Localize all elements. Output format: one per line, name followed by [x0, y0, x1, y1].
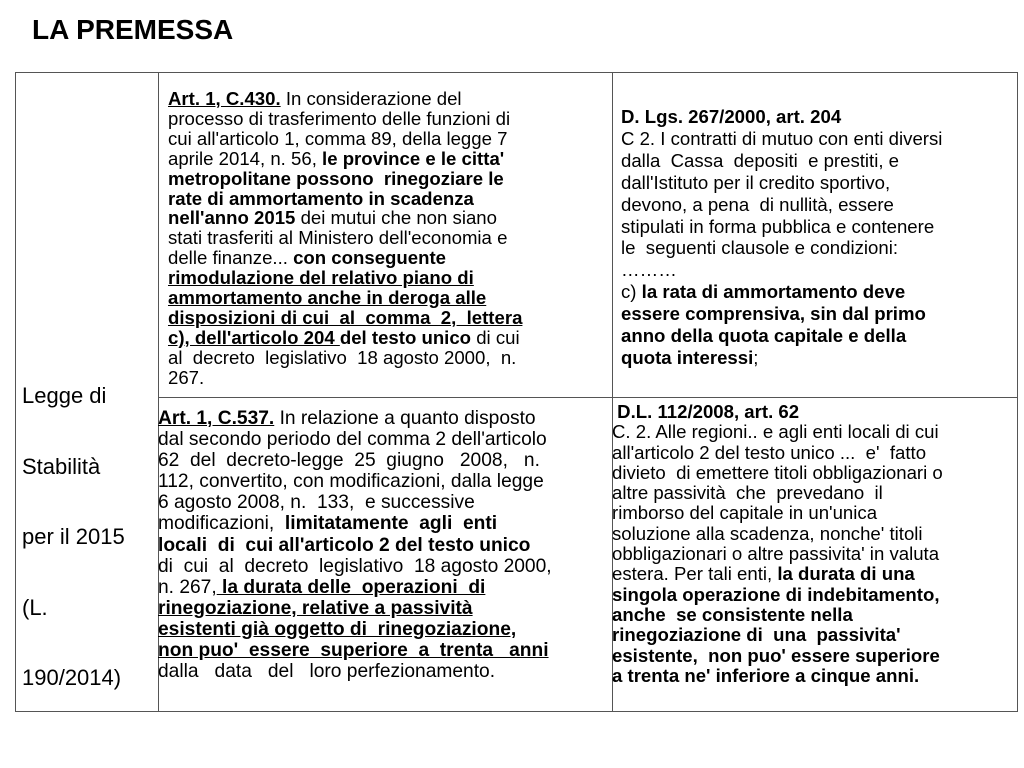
- text-segment: al decreto legislativo 18 agosto 2000, n.: [168, 346, 517, 368]
- text-segment: le province e le citta': [322, 147, 505, 169]
- text-segment: c), dell'articolo 204: [168, 326, 340, 348]
- text-segment: processo di trasferimento delle funzioni di: [168, 107, 511, 129]
- text-segment: singola operazione di indebitamento,: [612, 583, 940, 605]
- text-segment: obbligazionari o altre passivita' in valuta: [612, 543, 940, 565]
- text-segment: 267.: [168, 366, 205, 388]
- text-segment: dei mutui che non siano: [295, 207, 497, 229]
- text-segment: estera. Per tali enti,: [612, 563, 778, 585]
- row-label-line: Stabilità: [22, 453, 101, 479]
- text-line: [612, 564, 943, 584]
- text-line: [621, 216, 942, 238]
- row-label-line: per il 2015: [22, 524, 125, 549]
- text-segment: 112, convertito, con modificazioni, dalla legge: [158, 471, 544, 493]
- text-line: [168, 228, 522, 248]
- text-segment: la durata delle operazioni di: [216, 576, 486, 598]
- text-line: [621, 172, 942, 194]
- row-label-line: Legge di: [22, 383, 107, 408]
- text-segment: C 2. I contratti di mutuo con enti diversi: [621, 127, 943, 149]
- text-line: [158, 408, 552, 429]
- text-segment: ………: [621, 259, 677, 281]
- text-line: [612, 463, 943, 483]
- text-segment: a trenta ne' inferiore a cinque anni.: [612, 664, 920, 686]
- text-segment: Art. 1, C.537.: [158, 408, 275, 429]
- text-line: [168, 169, 522, 189]
- text-segment: rinegoziazione, relative a passività: [158, 597, 473, 619]
- text-line: [168, 348, 522, 368]
- text-segment: del testo unico: [339, 326, 472, 348]
- text-segment: cui all'articolo 1, comma 89, della legge 7: [168, 127, 508, 149]
- text-segment: metropolitane possono rinegoziare le: [168, 167, 504, 189]
- text-segment: anno della quota capitale e della: [621, 325, 907, 347]
- text-segment: D.L. 112/2008, art. 62: [612, 401, 800, 422]
- text-segment: la rata di ammortamento deve: [641, 281, 906, 303]
- text-line: [612, 585, 943, 605]
- row-label-line: 190/2014): [22, 665, 122, 690]
- text-segment: di cui al decreto legislativo 18 agosto 2000,: [158, 555, 552, 577]
- text-line: [621, 106, 942, 128]
- text-segment: 6 agosto 2008, n. 133, e successive: [158, 492, 475, 514]
- text-segment: all'articolo 2 del testo unico ... e' fatto: [612, 441, 927, 463]
- text-segment: dalla data del loro perfezionamento.: [158, 661, 496, 683]
- text-line: [621, 150, 942, 172]
- text-line: [168, 129, 522, 149]
- text-segment: dall'Istituto per il credito sportivo,: [621, 171, 891, 193]
- text-segment: altre passività che prevedano il: [612, 482, 883, 504]
- text-line: [168, 109, 522, 129]
- text-line: [612, 605, 943, 625]
- text-segment: delle finanze...: [168, 247, 294, 269]
- text-segment: rimodulazione del relativo piano di: [168, 267, 474, 289]
- text-segment: di cui: [471, 326, 520, 348]
- text-line: [612, 503, 943, 523]
- text-segment: rate di ammortamento in scadenza: [168, 187, 474, 209]
- text-line: [158, 450, 552, 471]
- text-segment: disposizioni di cui al comma 2, lettera: [168, 306, 523, 328]
- text-segment: nell'anno 2015: [168, 207, 296, 229]
- text-line: [168, 288, 522, 308]
- text-segment: ;: [753, 346, 759, 368]
- text-line: [158, 640, 552, 661]
- text-line: [168, 328, 522, 348]
- text-segment: ammortamento anche in deroga alle: [168, 287, 487, 309]
- text-segment: n. 267,: [158, 576, 217, 598]
- text-line: [158, 535, 552, 556]
- text-line: [158, 471, 552, 492]
- text-segment: la durata di una: [777, 563, 915, 585]
- text-line: [158, 556, 552, 577]
- text-segment: non puo' essere superiore a trenta anni: [158, 640, 549, 662]
- text-segment: modificazioni,: [158, 513, 285, 535]
- text-line: [168, 89, 522, 109]
- text-line: [168, 308, 522, 328]
- text-segment: quota interessi: [621, 346, 754, 368]
- text-line: [158, 513, 552, 534]
- text-line: [158, 429, 552, 450]
- text-line: [168, 368, 522, 388]
- text-segment: esistente, non puo' essere superiore: [612, 644, 940, 666]
- text-segment: 62 del decreto-legge 25 giugno 2008, n.: [158, 450, 540, 472]
- text-segment: le seguenti clausole e condizioni:: [621, 237, 899, 259]
- art-537-text: [158, 408, 552, 682]
- text-line: [168, 248, 522, 268]
- text-line: [168, 208, 522, 228]
- text-line: [621, 128, 942, 150]
- text-segment: stati trasferiti al Ministero dell'economia e: [168, 227, 508, 249]
- text-segment: locali di cui all'articolo 2 del testo unico: [158, 534, 531, 556]
- text-line: [621, 347, 942, 369]
- text-line: [158, 619, 552, 640]
- text-line: [612, 646, 943, 666]
- text-line: [168, 189, 522, 209]
- text-line: [612, 625, 943, 645]
- text-line: [612, 544, 943, 564]
- dl-112-art-62-text: [612, 402, 943, 686]
- text-segment: devono, a pena di nullità, essere: [621, 193, 894, 215]
- text-segment: C. 2. Alle regioni.. e agli enti locali di cui: [612, 421, 939, 443]
- text-line: [621, 303, 942, 325]
- text-line: [612, 402, 943, 422]
- text-line: [168, 268, 522, 288]
- text-line: [158, 492, 552, 513]
- art-430-text: [168, 89, 522, 388]
- text-segment: essere comprensiva, sin dal primo: [621, 303, 926, 325]
- text-segment: divieto di emettere titoli obbligazionari o: [612, 461, 943, 483]
- text-segment: dalla Cassa depositi e prestiti, e: [621, 149, 900, 171]
- slide-title: LA PREMESSA: [32, 14, 234, 45]
- text-segment: aprile 2014, n. 56,: [168, 147, 323, 169]
- text-line: [621, 259, 942, 281]
- text-segment: rimborso del capitale in un'unica: [612, 502, 878, 524]
- text-line: [168, 149, 522, 169]
- row-label-line: (L.: [22, 594, 48, 620]
- text-line: [612, 422, 943, 442]
- text-segment: anche se consistente nella: [612, 603, 853, 625]
- text-segment: rinegoziazione di una passivita': [612, 624, 901, 646]
- text-line: [621, 194, 942, 216]
- text-line: [158, 577, 552, 598]
- text-segment: Art. 1, C.430.: [168, 88, 281, 109]
- text-line: [612, 443, 943, 463]
- text-segment: stipulati in forma pubblica e contenere: [621, 215, 935, 237]
- dlgs-267-art-204-text: [621, 106, 942, 369]
- text-segment: soluzione alla scadenza, nonche' titoli: [612, 522, 923, 544]
- text-segment: dal secondo periodo del comma 2 dell'articolo: [158, 429, 547, 451]
- text-segment: limitatamente agli enti: [284, 513, 498, 535]
- text-segment: c): [621, 281, 642, 303]
- text-line: [158, 598, 552, 619]
- text-segment: In relazione a quanto disposto: [274, 408, 536, 429]
- text-segment: In considerazione del: [280, 88, 462, 109]
- text-line: [612, 524, 943, 544]
- text-line: [612, 666, 943, 686]
- text-line: [621, 281, 942, 303]
- text-segment: esistenti già oggetto di rinegoziazione,: [158, 618, 517, 640]
- text-line: [621, 237, 942, 259]
- text-segment: con conseguente: [293, 247, 446, 269]
- text-line: [621, 325, 942, 347]
- text-line: [158, 661, 552, 682]
- text-segment: D. Lgs. 267/2000, art. 204: [621, 106, 842, 127]
- text-line: [612, 483, 943, 503]
- row-label-legge-stabilita: [22, 337, 125, 713]
